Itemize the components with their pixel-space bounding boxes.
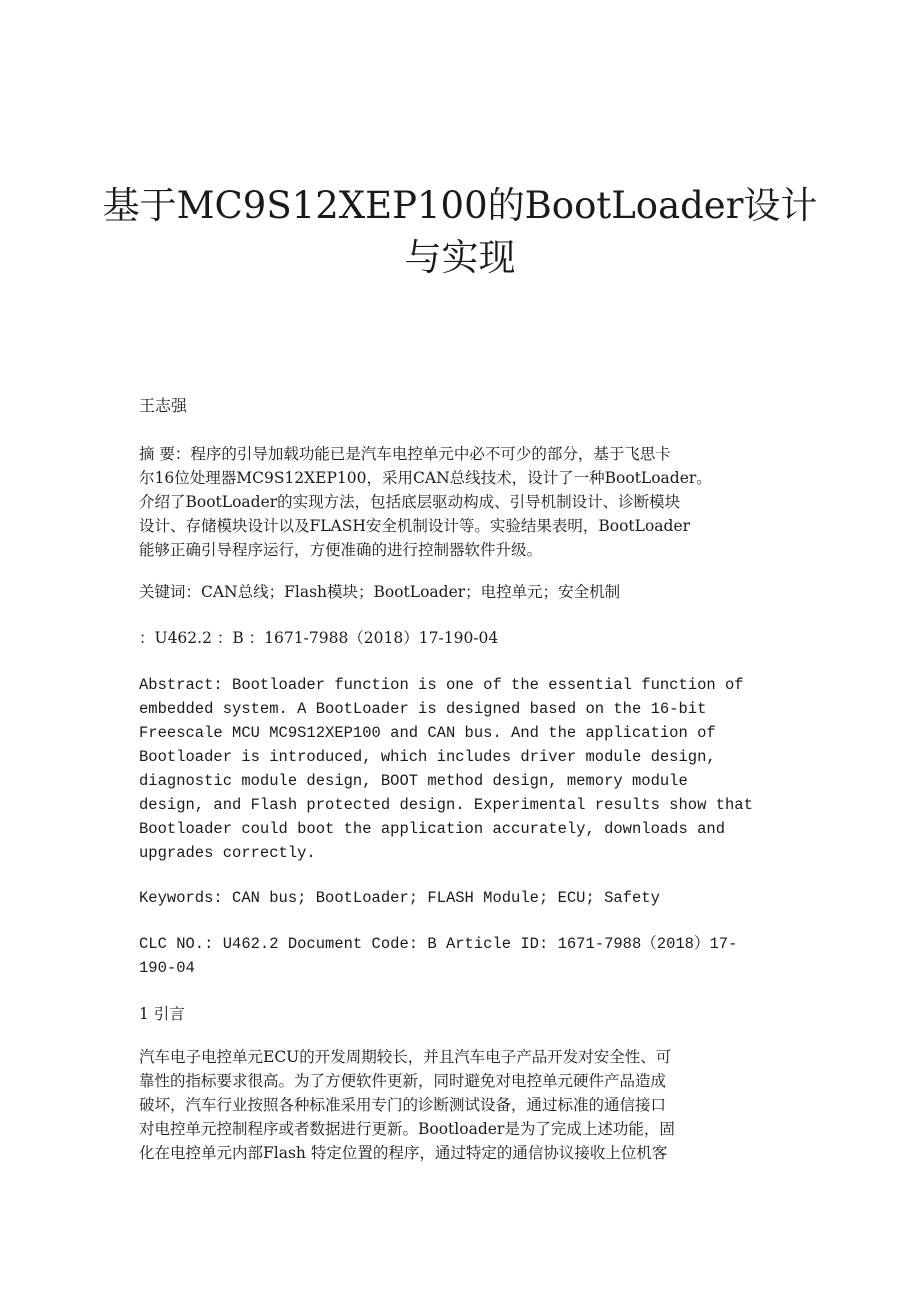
- classification-chinese: ：U462.2 ：B ：1671-7988（2018）17-190-04: [139, 629, 499, 647]
- abstract-chinese-line: 尔16位处理器MC9S12XEP100，采用CAN总线技术，设计了一种BootLoader。: [139, 469, 712, 487]
- abstract-english-line: design, and Flash protected design. Experimental results show that: [139, 796, 753, 814]
- section-body-line: 破坏，汽车行业按照各种标准采用专门的诊断测试设备，通过标准的通信接口: [139, 1096, 667, 1114]
- abstract-chinese-line: 介绍了BootLoader的实现方法，包括底层驱动构成、引导机制设计、诊断模块: [139, 493, 681, 511]
- clc-english: [139, 932, 779, 980]
- abstract-english-line: embedded system. A BootLoader is designed based on the 16-bit: [139, 700, 707, 718]
- abstract-english-line: upgrades correctly.: [139, 844, 316, 862]
- keywords-chinese: 关键词：CAN总线；Flash模块；BootLoader；电控单元；安全机制: [139, 583, 621, 601]
- abstract-english-line: Abstract: Bootloader function is one of the essential function of: [139, 676, 744, 694]
- section-body: [139, 1045, 779, 1165]
- section-body-line: 对电控单元控制程序或者数据进行更新。Bootloader是为了完成上述功能，固: [139, 1120, 675, 1138]
- clc-english-line: CLC NO.: U462.2 Document Code: B Article ID: 1671-7988（2018）17-: [139, 935, 738, 953]
- abstract-english-line: diagnostic module design, BOOT method design, memory module: [139, 772, 688, 790]
- paper-title-line-1: 基于MC9S12XEP100的BootLoader设计: [102, 184, 818, 227]
- abstract-english-line: Bootloader could boot the application accurately, downloads and: [139, 820, 725, 838]
- keywords-english: Keywords: CAN bus; BootLoader; FLASH Module; ECU; Safety: [139, 889, 660, 907]
- section-body-line: 汽车电子电控单元ECU的开发周期较长，并且汽车电子产品开发对安全性、可: [139, 1048, 672, 1066]
- abstract-english-line: Freescale MCU MC9S12XEP100 and CAN bus. And the application of: [139, 724, 716, 742]
- abstract-chinese-line: 摘 要：程序的引导加载功能已是汽车电控单元中必不可少的部分，基于飞思卡: [139, 445, 671, 463]
- author-name: 王志强: [139, 396, 188, 415]
- paper-title: [100, 180, 820, 284]
- abstract-chinese-line: 能够正确引导程序运行，方便准确的进行控制器软件升级。: [139, 541, 543, 559]
- section-body-line: 靠性的指标要求很高。为了方便软件更新，同时避免对电控单元硬件产品造成: [139, 1072, 667, 1090]
- abstract-chinese-line: 设计、存储模块设计以及FLASH安全机制设计等。实验结果表明，BootLoader: [139, 517, 691, 535]
- abstract-chinese: [139, 442, 779, 562]
- clc-english-line: 190-04: [139, 959, 195, 977]
- abstract-english-line: Bootloader is introduced, which includes driver module design,: [139, 748, 716, 766]
- section-heading: 1 引言: [139, 1005, 185, 1023]
- section-body-line: 化在电控单元内部Flash 特定位置的程序，通过特定的通信协议接收上位机客: [139, 1144, 668, 1162]
- abstract-english: [139, 673, 779, 865]
- paper-title-line-2: 与实现: [404, 236, 516, 279]
